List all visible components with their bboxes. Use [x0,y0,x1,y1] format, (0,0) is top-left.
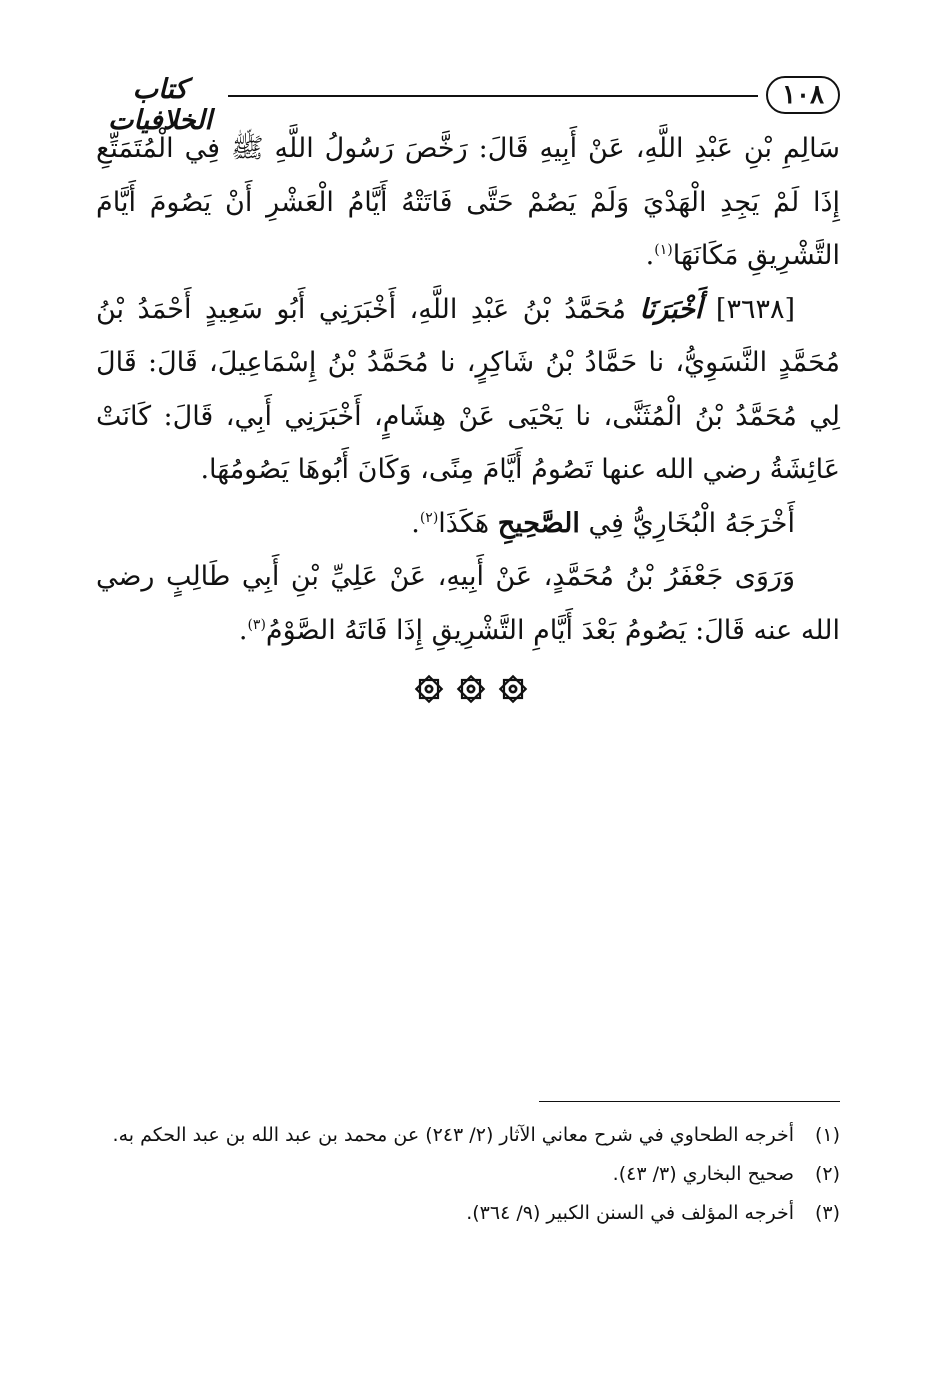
flower-ornament-icon [414,674,444,704]
paragraph-continuation [96,122,840,283]
footnote-text: أخرجه الطحاوي في شرح معاني الآثار (٢/ ٢٤٣) عن محمد بن عبد الله بن عبد الحكم به. [112,1124,794,1146]
takhrij-text-a: أَخْرَجَهُ الْبُخَارِيُّ فِي [588,507,795,539]
footnote-2 [96,1157,840,1191]
takhrij-paragraph [96,497,840,551]
hadith-3638 [96,283,840,497]
takhrij-text-b: هَكَذَا [438,507,490,539]
footnote-mark: (٢) [814,1163,840,1185]
footnote-text: أخرجه المؤلف في السنن الكبير (٩/ ٣٦٤). [466,1202,794,1224]
takhrij-end: . [411,507,420,539]
footnote-text: صحيح البخاري (٣/ ٤٣). [612,1163,794,1185]
akhbarana-keyword: أَخْبَرَنَا [639,293,703,325]
footnote-1 [96,1118,840,1152]
footnote-3 [96,1196,840,1230]
hadith-text: مُحَمَّدُ بْنُ عَبْدِ اللَّهِ، أَخْبَرَنِي أَبُو سَعِيدٍ أَحْمَدُ بْنُ مُحَمَّدٍ النَّسَوِيُّ، نا حَمَّادُ بْنُ شَاكِرٍ، نا مُحَمَّدُ بْنُ إِسْمَاعِيلَ، قَالَ: قَالَ لِي مُحَمَّدُ بْنُ الْمُثَنَّى، نا يَحْيَى عَنْ هِشَامٍ، أَخْبَرَنِي أَبِي، قَالَ: كَانَتْ عَائِشَةُ رضي الله عنها تَصُومُ أَيَّامَ مِنًى، وَكَانَ أَبُوهَا يَصُومُهَا. [96,293,840,485]
flower-ornament-icon [456,674,486,704]
sahih-title: الصَّحِيحِ [497,507,580,539]
footnote-ref-1: (١) [654,242,673,258]
footnote-separator [539,1101,840,1102]
main-text [96,122,840,657]
footnote-ref-3: (٣) [247,616,266,633]
riwaya-end: . [238,614,248,646]
page-number: ١٠٨ [766,76,840,114]
section-ornaments [0,674,942,708]
header-rule [228,95,758,97]
footnote-mark: (١) [814,1124,840,1146]
paragraph-end: . [645,240,655,271]
hadith-number: [٣٦٣٨] [715,293,795,325]
book-title: كتاب الخلافيات [108,74,212,136]
paragraph-text: سَالِمِ بْنِ عَبْدِ اللَّهِ، عَنْ أَبِيهِ قَالَ: رَخَّصَ رَسُولُ اللَّهِ ﷺ فِي الْمُتَمَتِّعِ إِذَا لَمْ يَجِدِ الْهَدْيَ وَلَمْ يَصُمْ حَتَّى فَاتَتْهُ أَيَّامُ الْعَشْرِ أَنْ يَصُومَ أَيَّامَ التَّشْرِيقِ مَكَانَهَا [96,133,840,271]
footnote-ref-2: (٢) [419,509,439,526]
riwaya-paragraph [96,550,840,657]
riwaya-text: وَرَوَى جَعْفَرُ بْنُ مُحَمَّدٍ، عَنْ أَبِيهِ، عَنْ عَلِيِّ بْنِ أَبِي طَالِبٍ رضي الله عنه قَالَ: يَصُومُ بَعْدَ أَيَّامِ التَّشْرِيقِ إِذَا فَاتَهُ الصَّوْمُ [96,561,840,646]
footnote-mark: (٣) [814,1202,840,1224]
flower-ornament-icon [498,674,528,704]
footnotes [96,1118,840,1235]
running-header [96,70,840,136]
